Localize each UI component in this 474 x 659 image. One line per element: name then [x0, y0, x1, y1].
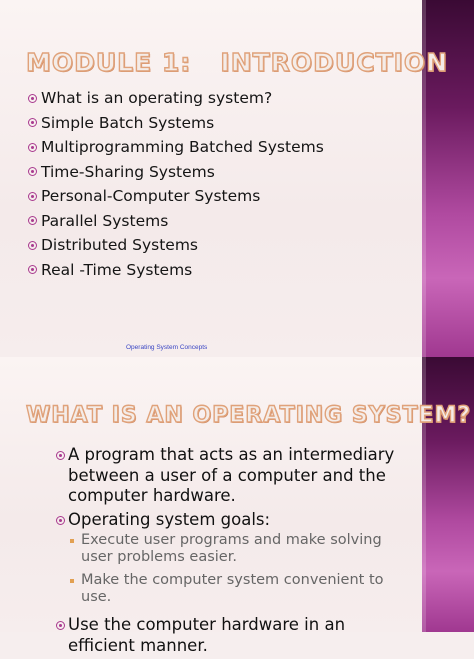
list-item-text: Use the computer hardware in an efficient manner. [68, 615, 346, 655]
slide-sidebar-decoration [422, 357, 474, 632]
ring-bullet-icon [56, 621, 65, 630]
list-item-text: A program that acts as an intermediary between a user of a computer and the computer hardware. [68, 445, 395, 505]
list-item [56, 510, 412, 613]
list-item-text: Operating system goals: [68, 509, 271, 529]
ring-bullet-icon [28, 167, 37, 176]
sidebar-highlight-stripe [422, 357, 426, 632]
list-item-text: Multiprogramming Batched Systems [41, 138, 324, 157]
sub-list-item [70, 572, 412, 606]
ring-bullet-icon [28, 216, 37, 225]
list-item-body [68, 510, 412, 613]
list-item-text: Distributed Systems [41, 236, 198, 255]
list-item [28, 86, 408, 111]
list-item-text: Simple Batch Systems [41, 113, 215, 132]
list-item [28, 258, 408, 283]
ring-bullet-icon [56, 516, 65, 525]
square-bullet-icon [70, 539, 74, 543]
slide-title: WHAT IS AN OPERATING SYSTEM? [26, 403, 472, 428]
list-item [28, 111, 408, 136]
sub-list-item-text: Make the computer system convenient to use. [81, 572, 384, 605]
list-item [28, 233, 408, 258]
list-item-text: Time-Sharing Systems [41, 162, 215, 181]
topic-list [28, 86, 408, 282]
slide-footer: Operating System Concepts [126, 344, 208, 351]
sub-list-item-text: Execute user programs and make solving user problems easier. [81, 532, 382, 565]
list-item-text: What is an operating system? [41, 89, 273, 108]
list-item [56, 445, 412, 507]
list-item [28, 184, 408, 209]
square-bullet-icon [70, 579, 74, 583]
ring-bullet-icon [28, 118, 37, 127]
list-item [56, 615, 412, 656]
ring-bullet-icon [28, 143, 37, 152]
list-item-text: Personal-Computer Systems [41, 187, 261, 206]
list-item [28, 135, 408, 160]
sub-list-item [70, 532, 412, 566]
ring-bullet-icon [56, 451, 65, 460]
definition-list [56, 445, 412, 659]
ring-bullet-icon [28, 192, 37, 201]
ring-bullet-icon [28, 241, 37, 250]
sub-list [68, 532, 412, 606]
slide-what-is-os [0, 357, 474, 655]
list-item [28, 209, 408, 234]
list-item [28, 160, 408, 185]
slide-title: MODULE 1: INTRODUCTION [26, 48, 449, 77]
list-item-text: Parallel Systems [41, 211, 169, 230]
ring-bullet-icon [28, 265, 37, 274]
list-item-text: Real -Time Systems [41, 260, 193, 279]
ring-bullet-icon [28, 94, 37, 103]
